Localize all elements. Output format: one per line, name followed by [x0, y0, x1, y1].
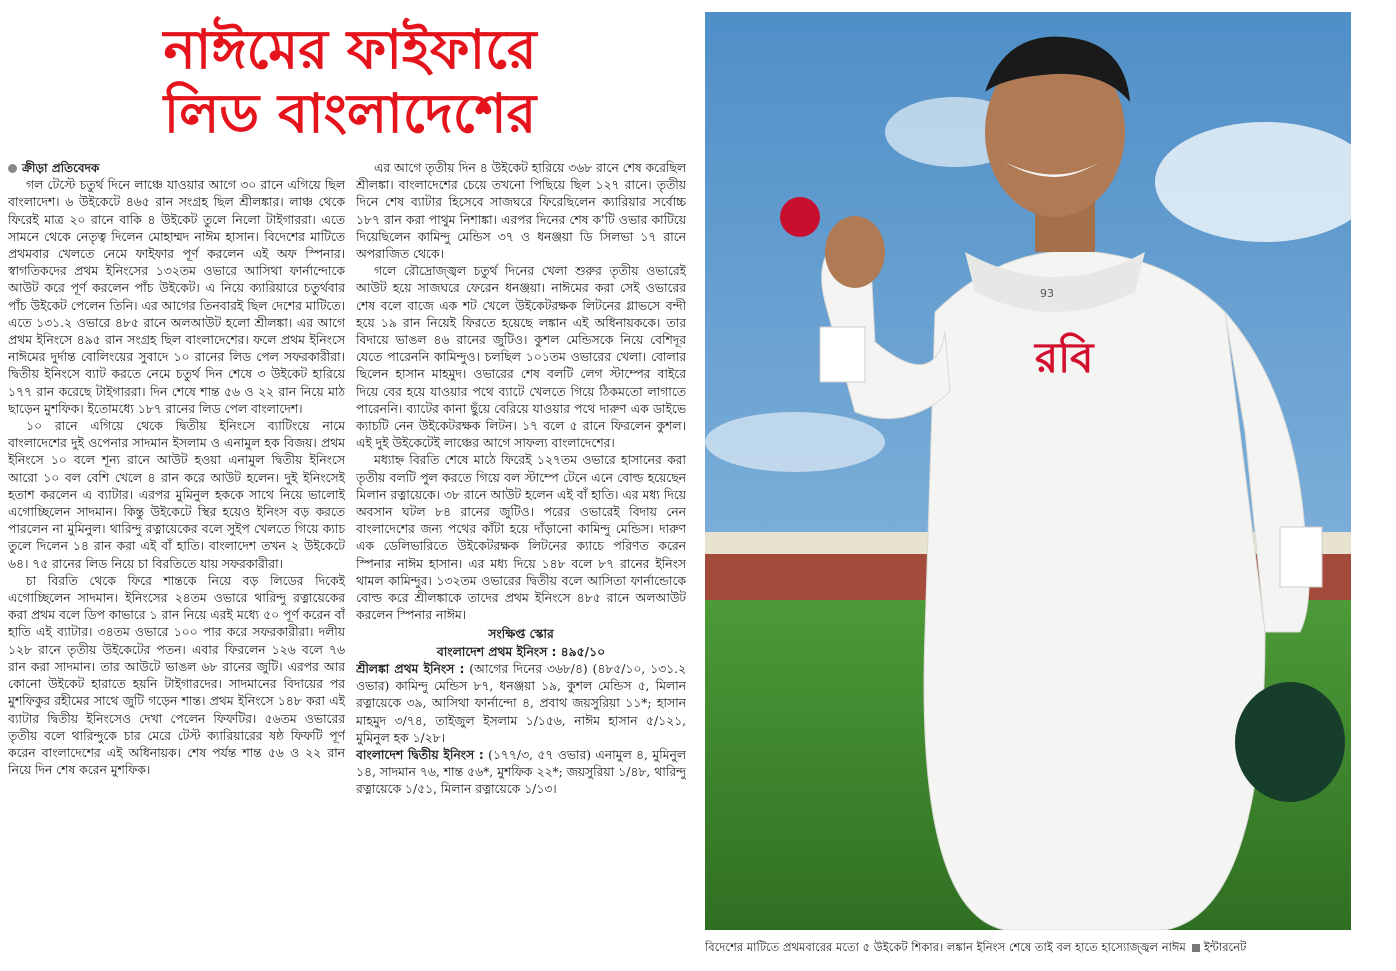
jersey-sponsor-logo: রবি: [1035, 333, 1094, 382]
scorecard-title: সংক্ষিপ্ত স্কোর: [488, 627, 554, 642]
scorecard-bd-first: বাংলাদেশ প্রথম ইনিংস : ৪৯৫/১০: [436, 644, 606, 659]
jersey-number: 93: [1040, 287, 1054, 300]
byline-text: ক্রীড়া প্রতিবেদক: [22, 161, 100, 175]
cloud: [705, 412, 885, 472]
article-column-1: [8, 160, 345, 968]
paragraph: গলে রৌদ্রোজ্জ্বল চতুর্থ দিনের খেলা শুরুর তৃতীয় ওভারেই আউট হয়ে সাজঘরে ফেরেন ধনঞ্জয়া। নাঈমের করা সেই ওভারের শেষ বলে বাজে এক শট খেলে উইকেটরক্ষক লিটনের গ্লাভসে বন্দী হয়ে ১৯ রান নিয়েই ফিরতে হয়েছে লঙ্কান এই অধিনায়ককে। তার বিদায়ে ভাঙল ৪৬ রানের জুটিও। কুশল মেন্ডিসকে নিয়ে বেশিদূর যেতে পারেননি কামিন্দুও। চলছিল ১০১তম ওভারের খেলা। বোলার ছিলেন হাসান মাহমুদ। ওভারের শেষ বলটি লেগ স্টাম্পের বাইরে দিয়ে বের হয়ে যাওয়ার পথে ব্যাটে খেলতে গিয়ে ঠিকমতো লাগাতে পারেননি। ব্যাটের কানা ছুঁয়ে বেরিয়ে যাওয়ার পথে দারুণ এক ডাইভে ক্যাচটি নেন উইকেটরক্ষক লিটন। ১৭ বলে ৫ রানে ফিরলেন কুশল। এই দুই উইকেটেই লাঞ্চের আগে সাফল্য বাংলাদেশের।: [356, 264, 686, 451]
scorecard-sl-first: [356, 661, 686, 747]
headline-line-2: লিড বাংলাদেশের: [163, 82, 537, 145]
credit-square-icon: [1192, 944, 1200, 952]
paragraph: চা বিরতি থেকে ফিরে শান্তকে নিয়ে বড় লিডের দিকেই এগোচ্ছিলেন সাদমান। ইনিংসের ২৪তম ওভারে থারিন্দু রত্নায়েকের করা প্রথম বলে ডিপ কাভারে ১ রান নিয়ে এরই মধ্যে ৫০ পূর্ণ করেন বাঁ হাতি এই ব্যাটার। ৩৪তম ওভারে ১০০ পার করে সফরকারীরা। দলীয় ১২৮ রানে তৃতীয় উইকেটের পতন। এবার ফিরলেন ১২৬ বলে ৭৬ রান করা সাদমান। তার আউটে ভাঙল ৬৮ রানের জুটি। এরপর আর কোনো উইকেট হারাতে হয়নি টাইগারদের। সাদমানের বিদায়ের পর মুশফিকুর রহীমের সাথে জুটি গড়েন শান্ত। প্রথম ইনিংসে ১৪৮ করা এই ব্যাটার দ্বিতীয় ইনিংসেও দেখা পেলেন ফিফটির। ৫৬তম ওভারের তৃতীয় বলে থারিন্দুকে চার মেরে টেস্ট ক্যারিয়ারের ষষ্ঠ ফিফটি পূর্ণ করেন বাংলাদেশের এই অধিনায়ক। শেষ পর্যন্ত শান্ত ৫৬ ও ২২ রান নিয়ে দিন শেষ করেন মুশফিক।: [8, 573, 345, 778]
paragraph: মধ্যাহ্ন বিরতি শেষে মাঠে ফিরেই ১২৭তম ওভারে হাসানের করা তৃতীয় বলটি পুল করতে গিয়ে বল স্টাম্পে টেনে এনে বোল্ড হয়েছেন মিলান রত্নায়েকে। ৩৮ রানে আউট হলেন এই বাঁ হাতি। এর মধ্য দিয়ে অবসান ঘটল ৮৪ রানের জুটিও। পরের ওভারেই বিদায় নেন বাংলাদেশের জন্য পথের কাঁটা হয়ে দাঁড়ানো কামিন্দু মেন্ডিস। দারুণ এক ডেলিভারিতে উইকেটরক্ষক লিটনের ক্যাচে পরিণত করেন স্পিনার নাঈম হাসান। এর মধ্য দিয়ে ১৪৮ বলে ৮৭ রানের ইনিংস থামল কামিন্দুর। ১৩২তম ওভারের দ্বিতীয় বলে আসিতা ফার্নান্ডোকে বোল্ড করে শ্রীলঙ্কাকে তাদের প্রথম ইনিংসে ৪৮৫ রানে অলআউট করলেন স্পিনার নাঈম।: [356, 453, 686, 623]
photo-caption: [705, 939, 1351, 955]
player-photo-illustration: [705, 12, 1351, 930]
caption-text: বিদেশের মাটিতে প্রথমবারের মতো ৫ উইকেট শিকার। লঙ্কান ইনিংস শেষে তাই বল হাতে হাস্যোজ্জ্বল নাঈম: [705, 940, 1186, 954]
byline: [8, 160, 345, 177]
scorecard-bd-second-head: বাংলাদেশ দ্বিতীয় ইনিংস :: [356, 747, 484, 762]
paragraph: এর আগে তৃতীয় দিন ৪ উইকেট হারিয়ে ৩৬৮ রানে শেষ করেছিল শ্রীলঙ্কা। বাংলাদেশের চেয়ে তখনো পিছিয়ে ছিল ১২৭ রানে। তৃতীয় দিনে শেষ ব্যাটার হিসেবে সাজঘরে ফিরেছিলেন ক্যারিয়ার সর্বোচ্চ ১৮৭ রান করা পাথুম নিশাঙ্কা। এরপর দিনের শেষ ক'টি ওভার কাটিয়ে দিয়েছিলেন কামিন্দু মেন্ডিস ৩৭ ও ধনঞ্জয়া ডি সিলভা ১৭ রানে অপরাজিত থেকে।: [356, 161, 686, 262]
player-photo: [705, 12, 1351, 930]
paragraph: গল টেস্টে চতুর্থ দিনে লাঞ্চে যাওয়ার আগে ৩০ রানে এগিয়ে ছিল বাংলাদেশ। ৬ উইকেটে ৪৬৫ রান সংগ্রহ ছিল শ্রীলঙ্কার। লাঞ্চ থেকে ফিরেই মাত্র ২০ রানে বাকি ৪ উইকেট তুলে নিলো টাইগাররা। এতে সামনে থেকে নেতৃত্ব দিলেন মোহাম্মদ নাঈম হাসান। বিদেশের মাটিতে প্রথমবার খেলতে নেমে ফাইফার পূর্ণ করলেন এই অফ স্পিনার। স্বাগতিকদের প্রথম ইনিংসের ১৩২তম ওভারে আসিথা ফার্নান্দোকে আউট করে পূর্ণ করলেন পাঁচ উইকেট। এ নিয়ে ক্যারিয়ারে চতুর্থবার পাঁচ উইকেট পেলেন তিনি। এর আগের তিনবারই ছিল দেশের মাটিতে। এতে ১৩১.২ ওভারে ৪৮৫ রানে অলআউট হলো শ্রীলঙ্কা। এর আগে প্রথম ইনিংসে ৪৯৫ রান সংগ্রহ ছিল বাংলাদেশের। ফলে প্রথম ইনিংসে নাঈমের দুর্দান্ত বোলিংয়ের সুবাদে ১০ রানের লিড পেল সফরকারীরা। দ্বিতীয় ইনিংসে ব্যাট করতে নেমে চতুর্থ দিন শেষে ৩ উইকেট হারিয়ে ১৭৭ রান করেছে টাইগাররা। দিন শেষে শান্ত ৫৬ ও ২২ রান নিয়ে মাঠ ছাড়েন মুশফিক। ইতোমধ্যে ১৮৭ রানের লিড পেল বাংলাদেশ।: [8, 178, 345, 416]
paragraph: ১০ রানে এগিয়ে থেকে দ্বিতীয় ইনিংসে ব্যাটিংয়ে নামে বাংলাদেশের দুই ওপেনার সাদমান ইসলাম ও এনামুল হক বিজয়। প্রথম ইনিংসে ১০ বলে শূন্য রানে আউট হওয়া এনামুল দ্বিতীয় ইনিংসে আরো ১০ বল বেশি খেলে ৪ রান করে আউট হলেন। দুই ইনিংসেই হতাশ করলেন এ ব্যাটার। এরপর মুমিনুল হককে সাথে নিয়ে ভালোই এগোচ্ছিলেন সাদমান। কিন্তু উইকেটে স্থির হয়েও ইনিংস বড় করতে পারলেন না মুমিনুল। থারিন্দু রত্নায়েকের বলে সুইপ খেলতে গিয়ে ক্যাচ তুলে দিলেন ১৪ রান করা এই বাঁ হাতি। বাংলাদেশ তখন ২ উইকেটে ৬৪। ৭৫ রানের লিড নিয়ে চা বিরতিতে যায় সফরকারীরা।: [8, 419, 345, 571]
headline-line-1: নাঈমের ফাইফারে: [163, 18, 537, 81]
scorecard-sl-first-body: (আগের দিনের ৩৬৮/৪) (৪৮৫/১০, ১৩১.২ ওভার) কামিন্দু মেন্ডিস ৮৭, ধনঞ্জয়া ১৯, কুশল মেন্ডিস ৫, মিলান রত্নায়েকে ৩৯, আসিথা ফার্নান্দো ৪, প্রবাথ জয়সুরিয়া ১১*; হাসান মাহমুদ ৩/৭৪, তাইজুল ইসলাম ১/১৫৬, নাঈম হাসান ৫/১২১, মুমিনুল হক ১/২৮।: [356, 661, 686, 745]
bullet-icon: [8, 164, 17, 173]
caption-credit: ইন্টারনেট: [1203, 940, 1247, 954]
cricket-ball: [780, 197, 820, 237]
scorecard-sl-first-head: শ্রীলঙ্কা প্রথম ইনিংস :: [356, 661, 465, 676]
scorecard-bd-second: [356, 747, 686, 799]
headline: [0, 18, 700, 146]
article-column-2: [356, 160, 686, 968]
scorecard-bd-second-body: (১৭৭/৩, ৫৭ ওভার) এনামুল ৪, মুমিনুল ১৪, সাদমান ৭৬, শান্ত ৫৬*, মুশফিক ২২*; জয়সুরিয়া ১/৪৮, থারিন্দু রত্নায়েকে ১/৫১, মিলান রত্নায়েকে ১/১৩।: [356, 747, 686, 797]
